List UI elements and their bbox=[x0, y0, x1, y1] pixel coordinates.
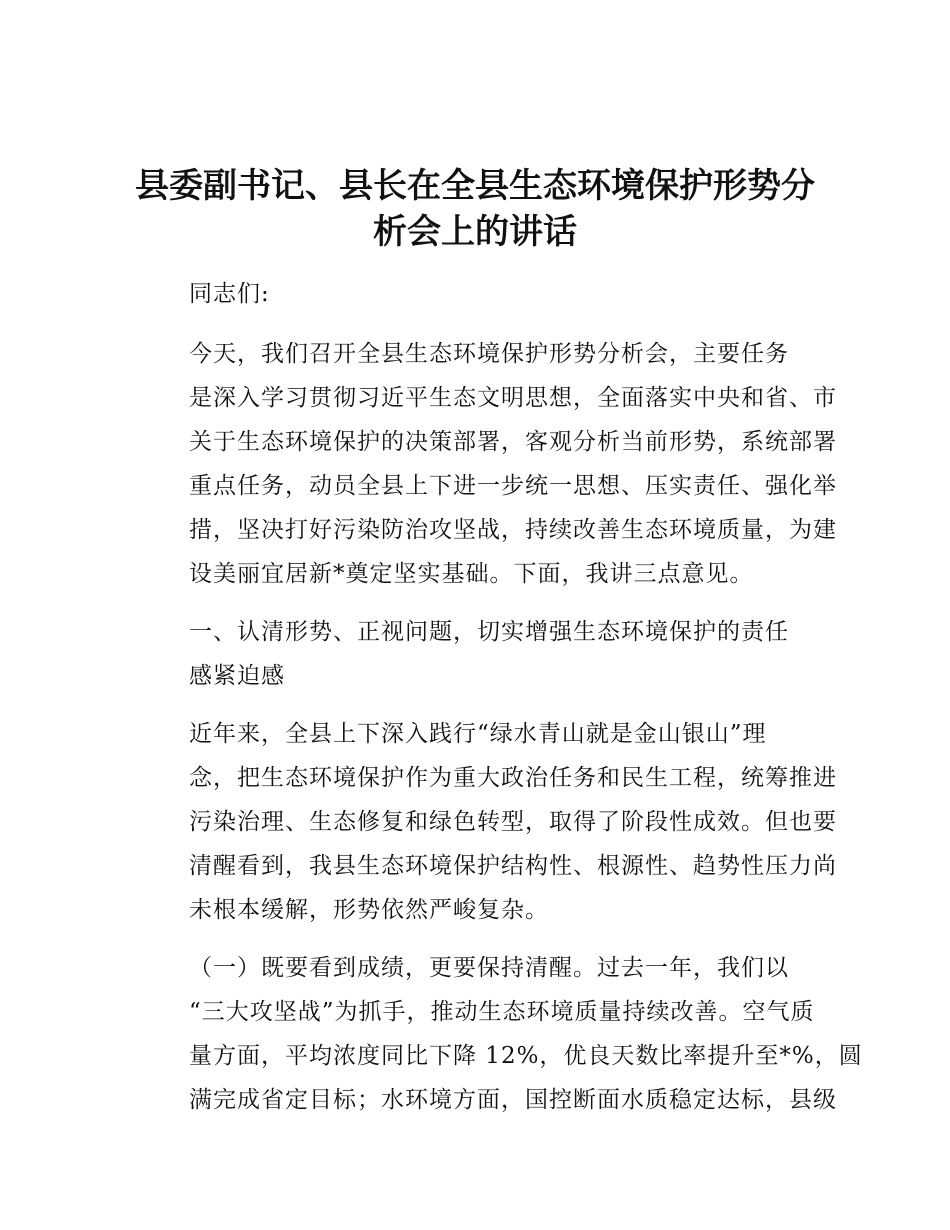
text-line: 设美丽宜居新*奠定坚实基础。下面，我讲三点意见。 bbox=[189, 561, 754, 587]
text-line: 满完成省定目标；水环境方面，国控断面水质稳定达标，县级 bbox=[189, 1087, 837, 1113]
text-line: 是深入学习贯彻习近平生态文明思想，全面落实中央和省、市 bbox=[189, 385, 837, 411]
section-heading-1 bbox=[143, 610, 813, 698]
text-line: 关于生态环境保护的决策部署，客观分析当前形势，系统部署 bbox=[189, 429, 837, 455]
document-title bbox=[100, 163, 850, 255]
text-line: 量方面，平均浓度同比下降 12%，优良天数比率提升至*%，圆 bbox=[189, 1043, 863, 1069]
text-line: 感紧迫感 bbox=[189, 663, 285, 689]
text-line: 重点任务，动员全县上下进一步统一思想、压实责任、强化举 bbox=[189, 473, 837, 499]
paragraph-subsection-1 bbox=[143, 946, 863, 1122]
text-line: 未根本缓解，形势依然严峻复杂。 bbox=[189, 897, 549, 923]
greeting: 同志们: bbox=[189, 281, 270, 307]
text-line: 一、认清形势、正视问题，切实增强生态环境保护的责任 bbox=[189, 619, 789, 645]
text-line: 清醒看到，我县生态环境保护结构性、根源性、趋势性压力尚 bbox=[189, 853, 837, 879]
paragraph-situation bbox=[143, 712, 837, 932]
paragraph-intro bbox=[143, 332, 837, 596]
text-line: 今天，我们召开全县生态环境保护形势分析会，主要任务 bbox=[189, 341, 789, 367]
text-line: 污染治理、生态修复和绿色转型，取得了阶段性成效。但也要 bbox=[189, 809, 837, 835]
text-line: 措，坚决打好污染防治攻坚战，持续改善生态环境质量，为建 bbox=[189, 517, 837, 543]
title-line-2: 析会上的讲话 bbox=[373, 212, 577, 252]
text-line: 近年来，全县上下深入践行“绿水青山就是金山银山”理 bbox=[189, 721, 767, 747]
text-line: 念，把生态环境保护作为重大政治任务和民生工程，统筹推进 bbox=[189, 765, 837, 791]
text-line: （一）既要看到成绩，更要保持清醒。过去一年，我们以 bbox=[189, 955, 789, 981]
document-body bbox=[143, 272, 863, 1122]
title-line-1: 县委副书记、县长在全县生态环境保护形势分 bbox=[135, 166, 815, 206]
text-line: “三大攻坚战”为抓手，推动生态环境质量持续改善。空气质 bbox=[189, 999, 815, 1025]
